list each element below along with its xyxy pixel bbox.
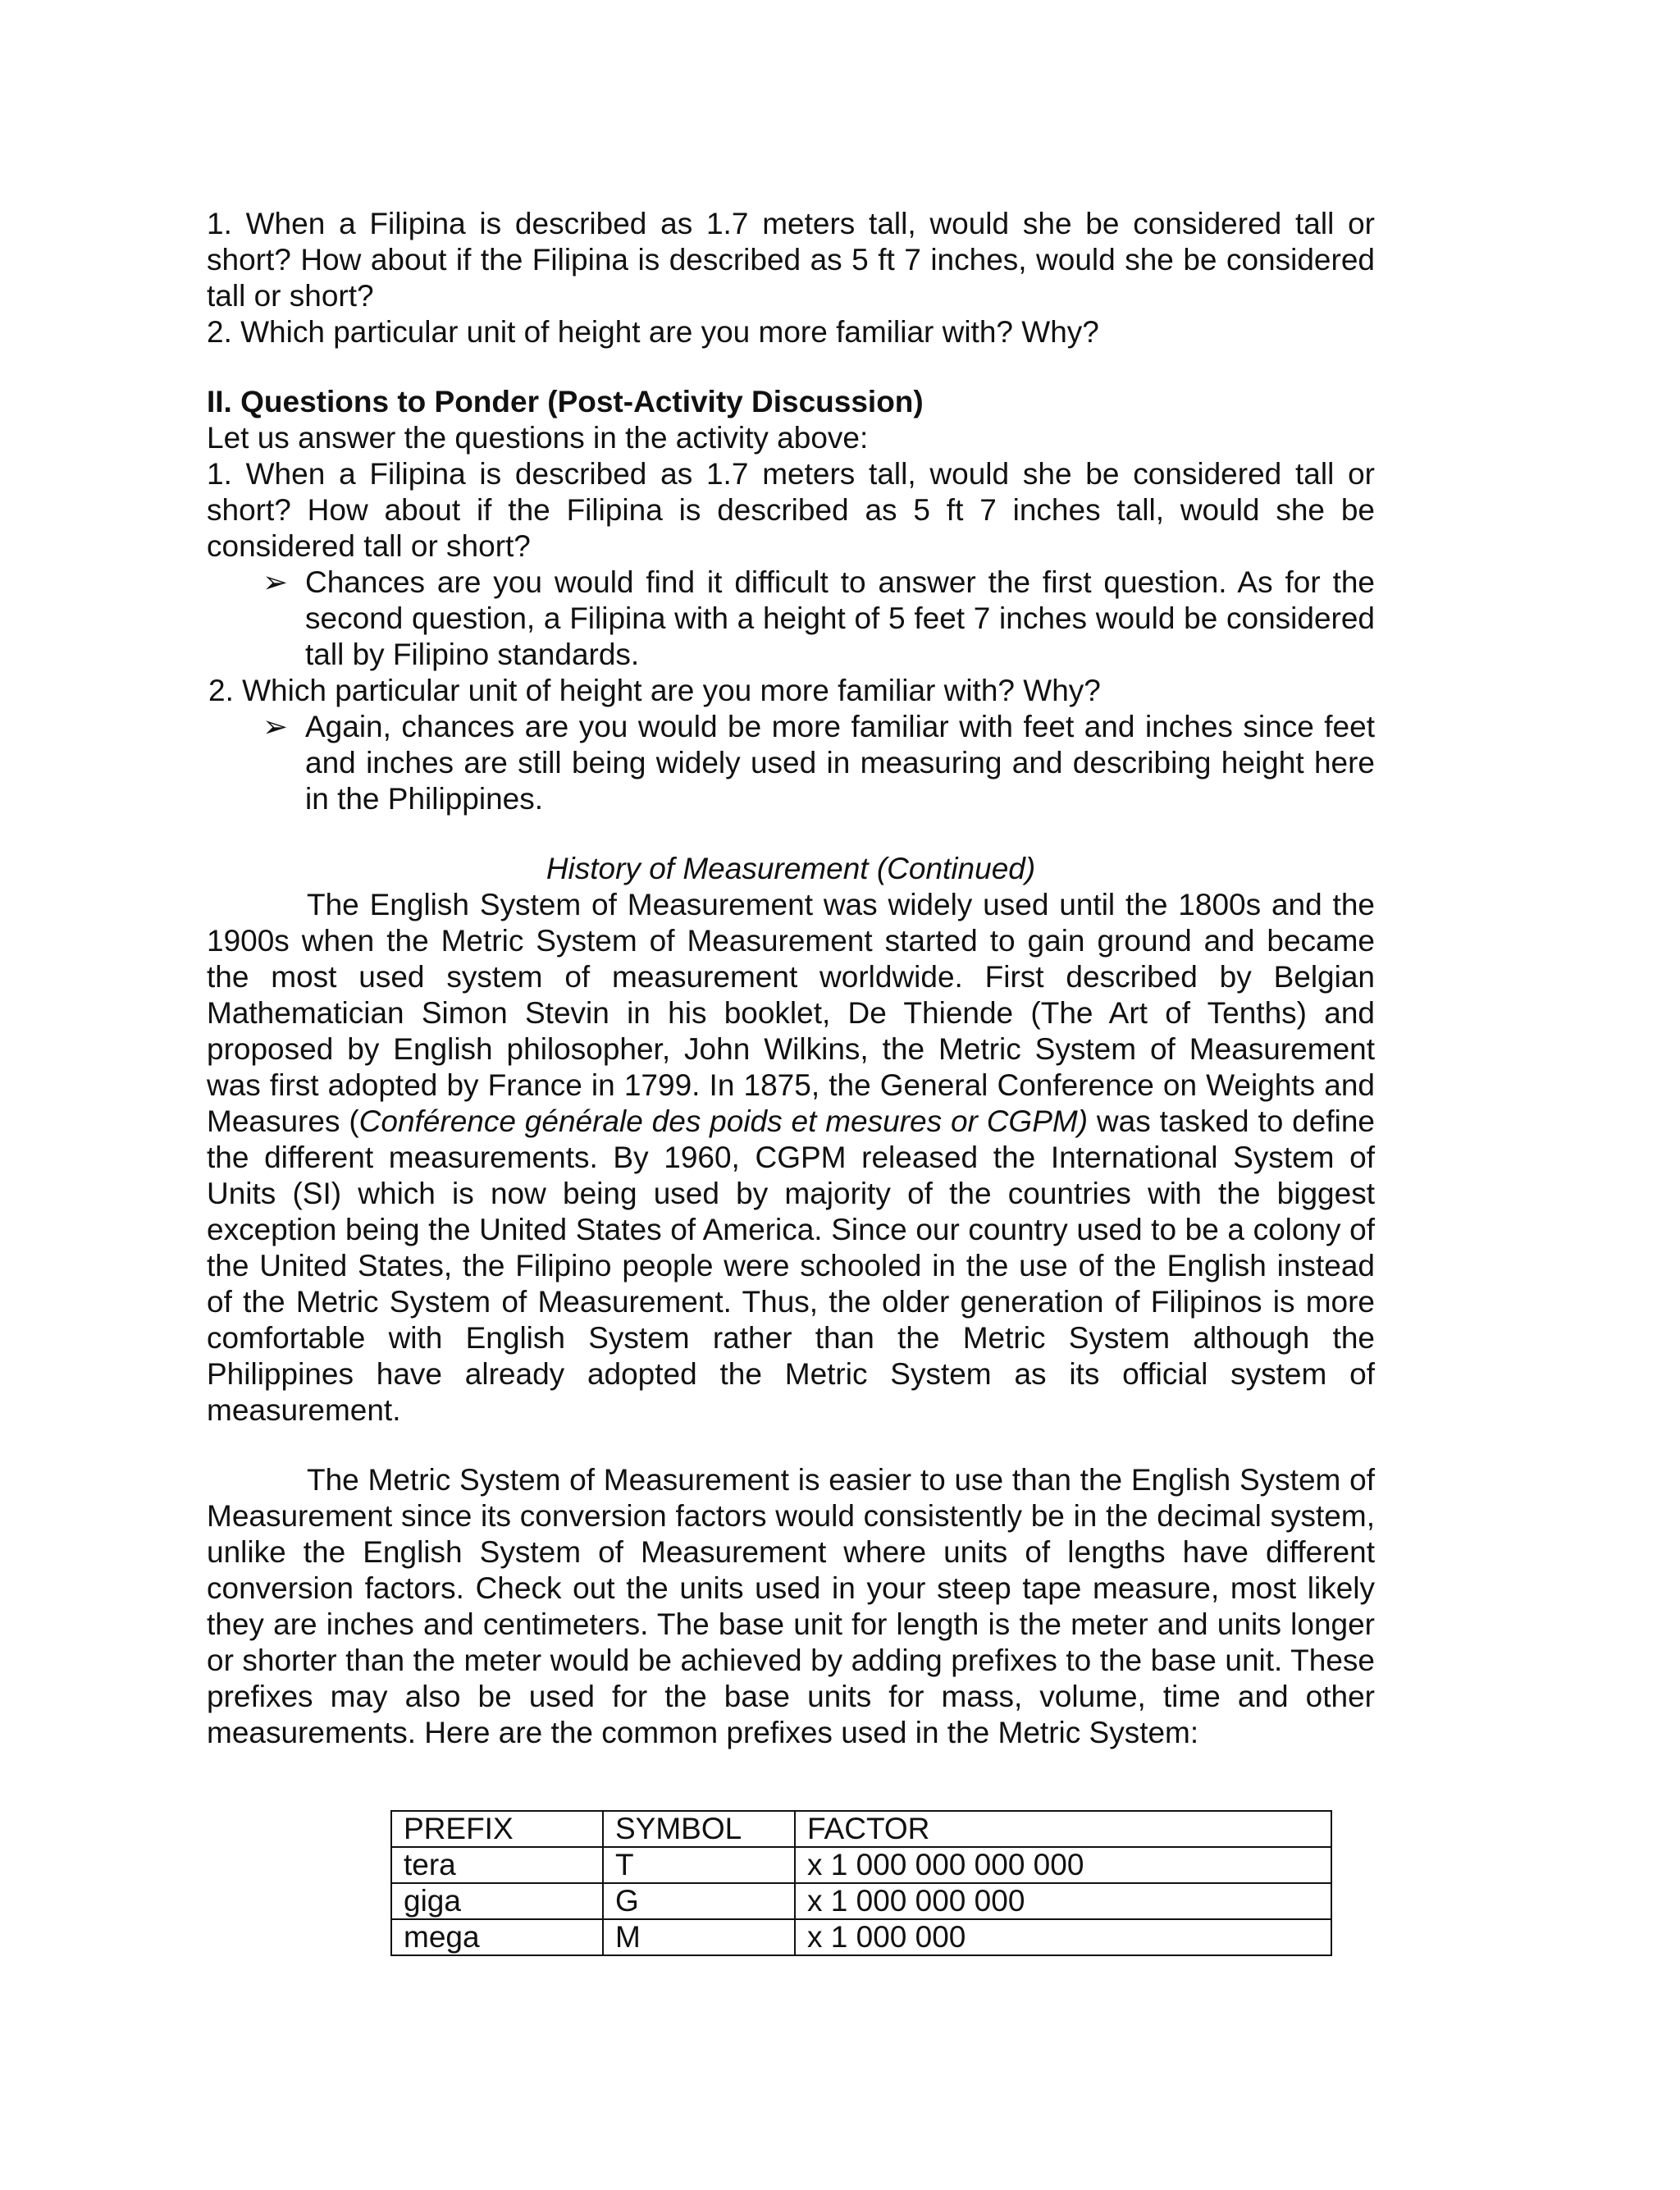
table-row: [391, 1919, 1331, 1955]
ponder-intro: Let us answer the questions in the activity above:: [207, 421, 869, 455]
table-cell-prefix: tera: [391, 1847, 603, 1883]
history-title: History of Measurement (Continued): [546, 852, 1036, 885]
prefix-table: [390, 1810, 1332, 1956]
table-header-prefix: PREFIX: [391, 1811, 603, 1847]
table-row: [391, 1847, 1331, 1883]
arrow-bullet-icon: ➢: [262, 565, 289, 599]
table-row: [391, 1883, 1331, 1919]
ponder-answer-1: [207, 565, 1375, 673]
table-cell-symbol: T: [603, 1847, 795, 1883]
activity-question-1: 1. When a Filipina is described as 1.7 meters tall, would she be considered tall or short? How about if the Filipina is described as 5 ft 7 inches, would she be considered tall or short?: [207, 207, 1375, 313]
table-cell-symbol: G: [603, 1883, 795, 1919]
history-p1-text-a: The English System of Measurement was widely used until the 1800s and the 1900s when the Metric System of Measurement started to gain ground and became the most used system of measurement worldwide. First described by Belgian Mathematician Simon Stevin in his booklet, De Thiende (The Art of Tenths) and proposed by English philosopher, John Wilkins, the Metric System of Measurement was first adopted by France in 1799. In 1875, the General Conference on Weights and Measures (: [207, 888, 1375, 1138]
arrow-bullet-icon: ➢: [262, 710, 289, 743]
table-cell-factor: x 1 000 000: [795, 1919, 1331, 1955]
table-cell-factor: x 1 000 000 000: [795, 1883, 1331, 1919]
history-paragraph-2: The Metric System of Measurement is easier to use than the English System of Measurement since its conversion factors would consistently be in the decimal system, unlike the English System of Measurement where units of lengths have different conversion factors. Check out the units used in your steep tape measure, most likely they are inches and centimeters. The base unit for length is the meter and units longer or shorter than the meter would be achieved by adding prefixes to the base unit. These prefixes may also be used for the base units for mass, volume, time and other measurements. Here are the common prefixes used in the Metric System:: [207, 1463, 1375, 1749]
activity-question-2: 2. Which particular unit of height are you more familiar with? Why?: [207, 315, 1099, 349]
table-cell-symbol: M: [603, 1919, 795, 1955]
ponder-heading: II. Questions to Ponder (Post-Activity Discussion): [207, 385, 924, 418]
table-cell-prefix: mega: [391, 1919, 603, 1955]
ponder-question-1: 1. When a Filipina is described as 1.7 meters tall, would she be considered tall or short? How about if the Filipina is described as 5 ft 7 inches tall, would she be considered tall or short?: [207, 457, 1375, 563]
ponder-answer-2: [207, 709, 1375, 817]
table-header-symbol: SYMBOL: [603, 1811, 795, 1847]
history-paragraph-1: [207, 887, 1375, 1429]
ponder-answer-1-text: Chances are you would find it difficult to answer the first question. As for the second question, a Filipina with a height of 5 feet 7 inches would be considered tall by Filipino standards.: [305, 565, 1375, 671]
ponder-question-2: 2. Which particular unit of height are you more familiar with? Why?: [208, 674, 1101, 707]
history-p1-text-b: was tasked to define the different measurements. By 1960, CGPM released the International System of Units (SI) which is now being used by majority of the countries with the biggest exception being the United States of America. Since our country used to be a colony of the United States, the Filipino people were schooled in the use of the English instead of the Metric System of Measurement. Thus, the older generation of Filipinos is more comfortable with English System rather than the Metric System although the Philippines have already adopted the Metric System as its official system of measurement.: [207, 1104, 1375, 1427]
table-cell-prefix: giga: [391, 1883, 603, 1919]
ponder-answer-2-text: Again, chances are you would be more familiar with feet and inches since feet and inches are still being widely used in measuring and describing height here in the Philippines.: [305, 710, 1375, 816]
table-header-row: [391, 1811, 1331, 1847]
table-cell-factor: x 1 000 000 000 000: [795, 1847, 1331, 1883]
history-p1-italic: Conférence générale des poids et mesures or CGPM): [358, 1104, 1089, 1138]
document-page: [207, 206, 1375, 1751]
table-header-factor: FACTOR: [795, 1811, 1331, 1847]
